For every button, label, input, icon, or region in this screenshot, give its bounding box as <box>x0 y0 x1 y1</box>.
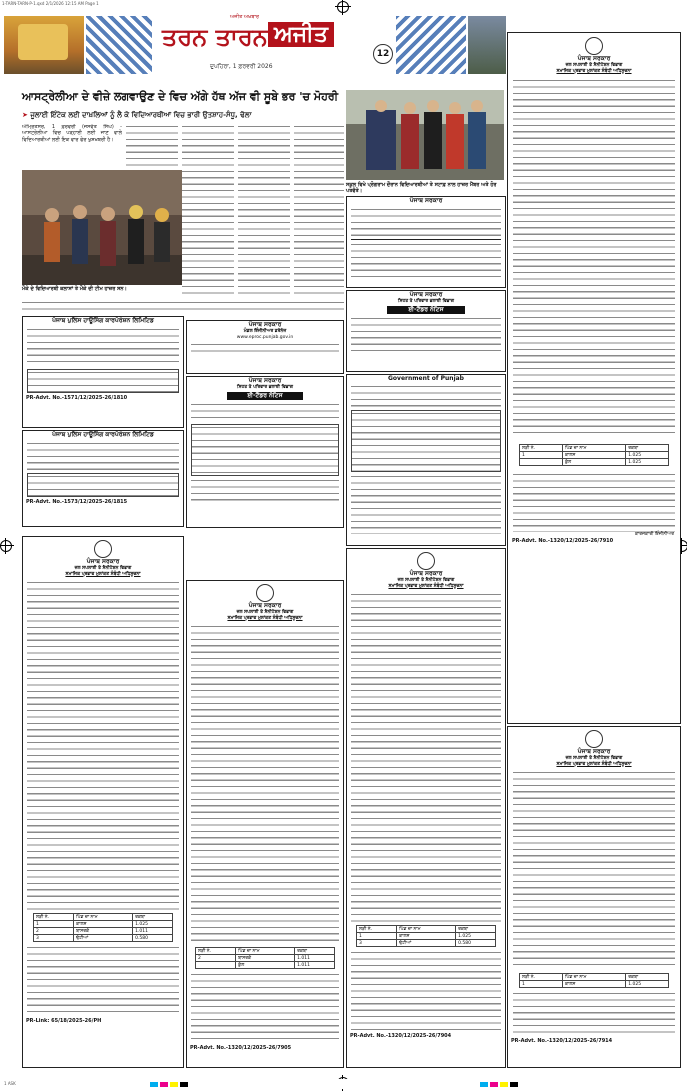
notice-police-1-table <box>27 369 179 393</box>
table-cell: ਬਾਸਰਕੇ <box>236 955 295 962</box>
notice-police-2-table <box>27 473 179 497</box>
land-notice-4-dept: ਜਲ ਸਪਲਾਈ ਤੇ ਸੈਨੀਟੇਸ਼ਨ ਵਿਭਾਗ <box>565 756 623 761</box>
table-cell: ਕਾਲਸ <box>397 933 456 940</box>
table-cell: 2 <box>34 928 74 935</box>
punjab-emblem-icon <box>585 730 603 748</box>
notice-right-gov: ਪੰਜਾਬ ਸਰਕਾਰ <box>577 55 611 62</box>
masthead-pattern-right <box>396 16 466 74</box>
notice-police-1 <box>22 316 184 428</box>
color-swatch <box>490 1082 498 1087</box>
table-header: ਪਿੰਡ ਦਾ ਨਾਮ <box>236 948 295 955</box>
table-total: 1.025 <box>626 459 669 466</box>
table-header: ਲੜੀ ਨੰ. <box>520 974 563 981</box>
masthead-photo-right <box>468 16 506 74</box>
land-notice-1-dept: ਜਲ ਸਪਲਾਈ ਤੇ ਸੈਨੀਟੇਸ਼ਨ ਵਿਭਾਗ <box>74 566 132 571</box>
land-notice-4 <box>507 726 681 1068</box>
lead-subhead <box>22 111 342 120</box>
lead-text-col3 <box>182 124 234 294</box>
notice-gov-english-body <box>351 474 501 534</box>
notice-health-gov: ਪੰਜਾਬ ਸਰਕਾਰ <box>248 377 282 384</box>
table-cell: ਢੋਟੀਆਂ <box>397 940 456 947</box>
color-swatch <box>150 1082 158 1087</box>
lead-group-photo <box>22 170 182 285</box>
table-total: 1.011 <box>295 962 335 969</box>
table-cell: ਕਾਲਸ <box>563 452 626 459</box>
land-notice-4-table <box>519 973 669 988</box>
land-notice-3-footer-text <box>351 950 501 1030</box>
notice-police-2-body <box>27 441 179 471</box>
table-cell: ਬਾਸਰਕੇ <box>74 928 133 935</box>
table-cell: 1.025 <box>456 933 496 940</box>
table-total-label: ਕੁੱਲ <box>563 459 626 466</box>
land-notice-2-gov: ਪੰਜਾਬ ਸਰਕਾਰ <box>248 602 282 609</box>
color-swatch <box>170 1082 178 1087</box>
punjab-emblem-icon <box>417 552 435 570</box>
notice-right-top <box>507 32 681 724</box>
table-header: ਰਕਬਾ <box>456 926 496 933</box>
masthead-brand: ਅਜੀਤ ਅਖ਼ਬਾਰ <box>230 14 259 20</box>
masthead-title-city: ਤਰਨ ਤਾਰਨ <box>162 22 268 51</box>
notice-tender-1 <box>346 196 506 288</box>
table-header: ਪਿੰਡ ਦਾ ਨਾਮ <box>563 974 626 981</box>
table-header: ਲੜੀ ਨੰ. <box>357 926 397 933</box>
punjab-emblem-icon <box>94 540 112 558</box>
color-swatch <box>160 1082 168 1087</box>
notice-health-table <box>191 424 339 476</box>
land-notice-2-body <box>191 624 339 944</box>
notice-drainage-website: www.eproc.punjab.gov.in <box>236 334 294 340</box>
notice-right-subject: ਸਮਾਜਿਕ ਪ੍ਰਭਾਵ ਮੁਲਾਂਕਣ ਸੰਬੰਧੀ ਅਧਿਸੂਚਨਾ <box>556 68 632 74</box>
land-notice-3-gov: ਪੰਜਾਬ ਸਰਕਾਰ <box>409 570 443 577</box>
land-notice-2-table <box>195 947 335 969</box>
notice-police-1-title: ਪੰਜਾਬ ਪੁਲਿਸ ਹਾਊਸਿੰਗ ਕਾਰਪੋਰੇਸ਼ਨ ਲਿਮਿਟਿਡ <box>52 317 154 324</box>
land-notice-2-footer-text <box>191 972 339 1042</box>
land-notice-2 <box>186 580 344 1068</box>
masthead-title <box>158 22 368 64</box>
table-cell: 0.580 <box>456 940 496 947</box>
land-notice-1-pr: PR-Link: 65/18/2025-26/PH <box>26 1018 102 1024</box>
table-cell: ਕਾਲਸ <box>563 981 626 988</box>
table-total-label: ਕੁੱਲ <box>236 962 295 969</box>
land-notice-3-subject: ਸਮਾਜਿਕ ਪ੍ਰਭਾਵ ਮੁਲਾਂਕਣ ਸੰਬੰਧੀ ਅਧਿਸੂਚਨਾ <box>388 583 464 589</box>
table-header: ਪਿੰਡ ਦਾ ਨਾਮ <box>74 914 133 921</box>
land-notice-2-dept: ਜਲ ਸਪਲਾਈ ਤੇ ਸੈਨੀਟੇਸ਼ਨ ਵਿਭਾਗ <box>236 610 294 615</box>
land-notice-2-pr: PR-Advt. No.-1320/12/2025-26/7905 <box>190 1045 292 1051</box>
table-cell: 1.025 <box>626 981 669 988</box>
print-footer-text: 1 ASK <box>4 1081 16 1086</box>
notice-tender-1-gov: ਪੰਜਾਬ ਸਰਕਾਰ <box>409 197 443 204</box>
punjab-emblem-icon <box>585 37 603 55</box>
color-swatch <box>510 1082 518 1087</box>
table-header: ਰਕਬਾ <box>626 974 669 981</box>
lead-text-col4 <box>238 124 290 294</box>
notice-gov-english-intro <box>351 384 501 408</box>
land-notice-3-body <box>351 592 501 922</box>
land-notice-4-body <box>513 770 675 970</box>
notice-tender-2-gov: ਪੰਜਾਬ ਸਰਕਾਰ <box>409 291 443 298</box>
golden-temple-photo <box>4 16 84 74</box>
notice-police-1-body <box>27 327 179 367</box>
lead-text-col2 <box>126 124 178 168</box>
land-notice-4-gov: ਪੰਜਾਬ ਸਰਕਾਰ <box>577 748 611 755</box>
table-header: ਪਿੰਡ ਦਾ ਨਾਮ <box>563 445 626 452</box>
masthead-date: ਦੁਪਹਿਰਾ, 1 ਫ਼ਰਵਰੀ 2026 <box>210 63 273 70</box>
notice-tender-1-table <box>351 242 501 282</box>
table-header: ਲੜੀ ਨੰ. <box>196 948 236 955</box>
table-cell: 1.011 <box>133 928 173 935</box>
file-slug: 1-TARN-TARN-P-1.qxd 2/1/2026 12:15 AM Page 1 <box>2 1 99 6</box>
punjab-emblem-icon <box>256 584 274 602</box>
table-header: ਰਕਬਾ <box>295 948 335 955</box>
land-notice-3 <box>346 548 506 1068</box>
land-notice-1-subject: ਸਮਾਜਿਕ ਪ੍ਰਭਾਵ ਮੁਲਾਂਕਣ ਸੰਬੰਧੀ ਅਧਿਸੂਚਨਾ <box>65 571 141 577</box>
table-cell: ਕਾਲਸ <box>74 921 133 928</box>
notice-gov-english-table <box>351 410 501 472</box>
table-cell: 2 <box>196 955 236 962</box>
land-notice-3-table <box>356 925 496 947</box>
notice-police-2 <box>22 430 184 527</box>
masthead-pattern-left <box>86 16 152 74</box>
table-cell: 3 <box>357 940 397 947</box>
notice-police-1-pr: PR-Advt. No.-1571/12/2025-26/1810 <box>26 395 128 401</box>
notice-health <box>186 376 344 528</box>
lead-headline: ਆਸਟ੍ਰੇਲੀਆ ਦੇ ਵੀਜ਼ੇ ਲਗਵਾਉਣ ਦੇ ਵਿਚ ਅੱਗੇ ਹੱਥ ਅੱਜ ਵੀ ਸੂਬੇ ਭਰ 'ਚ ਮੋਹਰੀ <box>22 90 339 103</box>
photo-story-image <box>346 90 504 180</box>
table-cell: 1 <box>520 452 563 459</box>
land-notice-1-table <box>33 913 173 942</box>
photo-story-caption: ਸਕੂਲ ਵਿਖੇ ਪ੍ਰੋਗਰਾਮ ਦੌਰਾਨ ਵਿਦਿਆਰਥੀਆਂ ਤੇ ਸਟਾਫ਼ ਨਾਲ ਹਾਜ਼ਰ ਮੈਂਬਰ ਅਤੇ ਹੋਰ ਪਤਵੰਤੇ। <box>346 182 497 194</box>
lead-subhead-text: ਜੂਲਾਈ ਇੰਟੇਕ ਲਈ ਦਾਖ਼ਲਿਆਂ ਨੂੰ ਲੈ ਕੇ ਵਿਦਿਆਰਥੀਆਂ ਵਿਚ ਭਾਰੀ ਉਤਸ਼ਾਹ-ਸੰਧੂ, ਢੋਲਾ <box>30 111 252 119</box>
print-footer <box>0 1079 687 1089</box>
notice-tender-2-dept: ਸਿਹਤ ਤੇ ਪਰਿਵਾਰ ਭਲਾਈ ਵਿਭਾਗ <box>398 299 454 304</box>
lead-text-col5 <box>294 124 344 294</box>
notice-tender-1-text <box>351 207 501 237</box>
notice-right-body <box>513 78 675 438</box>
land-notice-4-pr: PR-Advt. No.-1320/12/2025-26/7914 <box>511 1038 613 1044</box>
land-notice-3-pr: PR-Advt. No.-1320/12/2025-26/7904 <box>350 1033 452 1039</box>
notice-tender-2-body <box>351 316 501 354</box>
notice-right-dept: ਜਲ ਸਪਲਾਈ ਤੇ ਸੈਨੀਟੇਸ਼ਨ ਵਿਭਾਗ <box>565 63 623 68</box>
notice-health-dept: ਸਿਹਤ ਤੇ ਪਰਿਵਾਰ ਭਲਾਈ ਵਿਭਾਗ <box>237 385 293 390</box>
table-cell: 1.025 <box>133 921 173 928</box>
lead-photo-caption: ਮੌਕੇ ਦੇ ਵਿਦਿਆਰਥੀ ਕਲਾਸਾਂ ਤੇ ਮੌਕੇ ਦੀ ਟੀਮ ਹਾਜ਼ਰ ਸਨ। <box>22 286 127 292</box>
arrow-icon: ➤ <box>22 111 31 119</box>
lead-intro: ਅੰਮ੍ਰਿਤਸਰ, 1 ਫ਼ਰਵਰੀ (ਜਸਵੰਤ ਸਿੰਘ) - ਆਸਟ੍ਰੇਲੀਆ ਵਿਚ ਪੜ੍ਹਾਈ ਲਈ ਜਾਣ ਵਾਲੇ ਵਿਦਿਆਰਥੀਆਂ ਲਈ ਇਕ ਵਾਰ ਫੇਰ ਖੁਸ਼ਖ਼ਬਰੀ ਹੈ। <box>22 124 122 143</box>
crop-mark-left <box>0 540 12 552</box>
notice-health-intro <box>191 402 339 422</box>
notice-right-footer-text <box>513 472 675 532</box>
table-header: ਰਕਬਾ <box>626 445 669 452</box>
notice-drainage-gov: ਪੰਜਾਬ ਸਰਕਾਰ <box>248 321 282 328</box>
land-notice-1-footer-text <box>27 945 179 1015</box>
notice-right-signatory: ਕਾਰਜਕਾਰੀ ਇੰਜੀਨੀਅਰ <box>634 532 674 537</box>
table-header: ਪਿੰਡ ਦਾ ਨਾਮ <box>397 926 456 933</box>
page-number: 12 <box>373 44 393 64</box>
land-notice-2-subject: ਸਮਾਜਿਕ ਪ੍ਰਭਾਵ ਮੁਲਾਂਕਣ ਸੰਬੰਧੀ ਅਧਿਸੂਚਨਾ <box>227 615 303 621</box>
notice-tender-2-title: ਈ-ਟੈਂਡਰ ਨੋਟਿਸ <box>387 306 465 314</box>
table-cell: ਢੋਟੀਆਂ <box>74 935 133 942</box>
notice-gov-english <box>346 374 506 546</box>
notice-tender-2 <box>346 290 506 372</box>
table-header: ਲੜੀ ਨੰ. <box>34 914 74 921</box>
table-header: ਲੜੀ ਨੰ. <box>520 445 563 452</box>
lead-continuation <box>22 300 344 314</box>
color-swatch <box>180 1082 188 1087</box>
table-cell: 3 <box>34 935 74 942</box>
land-notice-3-dept: ਜਲ ਸਪਲਾਈ ਤੇ ਸੈਨੀਟੇਸ਼ਨ ਵਿਭਾਗ <box>397 578 455 583</box>
notice-drainage <box>186 320 344 374</box>
land-notice-4-footer-text <box>513 991 675 1035</box>
color-swatch <box>480 1082 488 1087</box>
table-cell: 0.580 <box>133 935 173 942</box>
notice-health-title: ਈ-ਟੈਂਡਰ ਨੋਟਿਸ <box>227 392 303 400</box>
notice-drainage-circle: ਮੰਡਲ ਇੰਜੀਨੀਅਰ ਡਰੇਨੇਜ <box>243 329 287 334</box>
notice-gov-english-title: Government of Punjab <box>388 375 464 382</box>
notice-police-2-title: ਪੰਜਾਬ ਪੁਲਿਸ ਹਾਊਸਿੰਗ ਕਾਰਪੋਰੇਸ਼ਨ ਲਿਮਿਟਿਡ <box>52 431 154 438</box>
table-cell: 1 <box>520 981 563 988</box>
notice-drainage-body <box>191 342 339 356</box>
land-notice-1-gov: ਪੰਜਾਬ ਸਰਕਾਰ <box>86 558 120 565</box>
crop-mark-top <box>337 1 349 13</box>
table-cell: 1 <box>357 933 397 940</box>
land-notice-4-subject: ਸਮਾਜਿਕ ਪ੍ਰਭਾਵ ਮੁਲਾਂਕਣ ਸੰਬੰਧੀ ਅਧਿਸੂਚਨਾ <box>556 761 632 767</box>
notice-right-pr: PR-Advt. No.-1320/12/2025-26/7910 <box>512 537 614 544</box>
color-swatch <box>500 1082 508 1087</box>
table-cell: 1.025 <box>626 452 669 459</box>
notice-right-table <box>519 444 669 466</box>
notice-police-2-pr: PR-Advt. No.-1573/12/2025-26/1815 <box>26 499 128 505</box>
table-header: ਰਕਬਾ <box>133 914 173 921</box>
land-notice-1 <box>22 536 184 1068</box>
masthead-title-paper: ਅਜੀਤ <box>268 22 334 47</box>
table-cell: 1 <box>34 921 74 928</box>
table-cell: 1.011 <box>295 955 335 962</box>
notice-health-body <box>191 478 339 502</box>
land-notice-1-body <box>27 580 179 910</box>
